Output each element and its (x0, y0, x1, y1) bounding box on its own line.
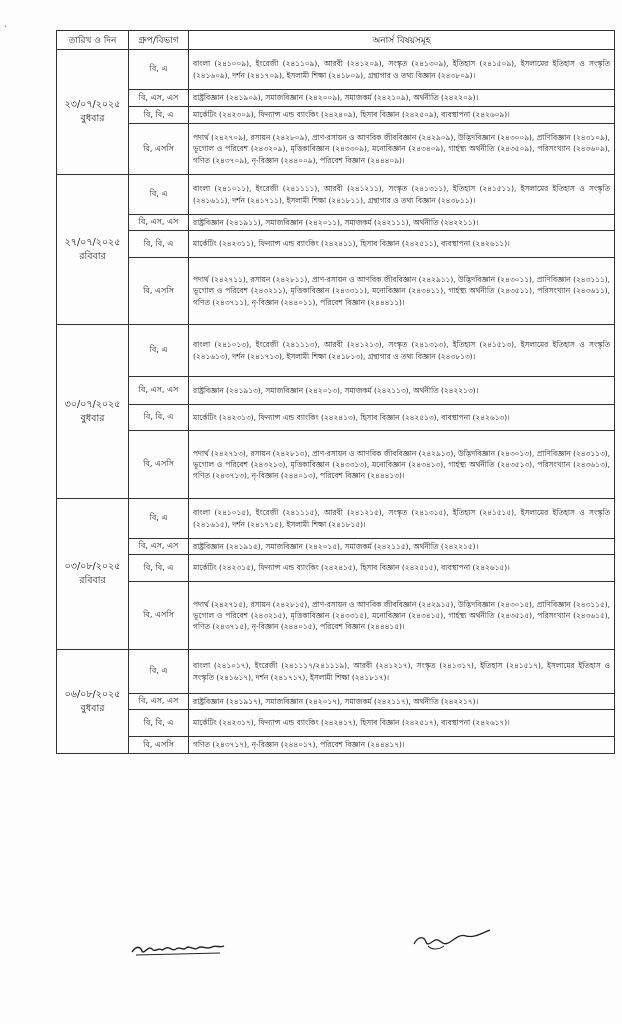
group-cell: বি, এ (129, 325, 189, 377)
header-group: গ্রুপ/বিভাগ (129, 31, 189, 50)
subjects-cell: মার্কেটিং (২৪২৩১১), ফিন্যান্স এন্ড ব্যাংকিং (২৪২৪১১), হিসাব বিজ্ঞান (২৪২৫১১), ব্যবস্থাপনা (২৪২৬১১)। (189, 231, 615, 258)
subjects-cell: বাংলা (২৪১০১১), ইংরেজী (২৪১১১১), আরবী (২৪১২১১), সংস্কৃত (২৪১৩১১), ইতিহাস (২৪১৫১১), ইসলামের ইতিহাস ও সংস্কৃতি (২৪১৬১১), দর্শন (২৪১৭১১), ইসলামী শিক্ষা (২৪১৮১১), গ্রন্থাগার ও তথ্য বিজ্ঞান (২৪৩৮১১)। (189, 175, 615, 215)
schedule-row (57, 582, 615, 650)
group-cell: বি, বি, এ (129, 555, 189, 582)
subjects-cell: মার্কেটিং (২৪২৩১৫), ফিন্যান্স এন্ড ব্যাংকিং (২৪২৪১৫), হিসাব বিজ্ঞান (২৪২৫১৫), ব্যবস্থাপনা (২৪২৬১৫)। (189, 555, 615, 582)
exam-date-cell (57, 325, 129, 499)
header-subjects: অনার্স বিষয়সমূহ (189, 31, 615, 50)
exam-date: ৩০/০৭/২০২৫ (64, 398, 121, 410)
group-cell: বি, এস, এস (129, 539, 189, 555)
signature-right (408, 926, 508, 956)
subjects-cell: রাষ্ট্রবিজ্ঞান (২৪১৯১৭), সমাজবিজ্ঞান (২৪২০১৭), সমাজকর্ম (২৪২১১৭), অর্থনীতি (২৪২২১৭)। (189, 694, 615, 710)
subjects-cell: পদার্থ (২৪২৭১৫), রসায়ন (২৪২৮১৫), প্রাণ-রসায়ন ও আণবিক জীববিজ্ঞান (২৪২৯১৫), উদ্ভিদবিজ্ঞান (২৪৩০১৫), প্রাণিবিজ্ঞান (২৪৩১১৫), ভূগোল ও পরিবেশ (২৪৩২১৫), মৃত্তিকাবিজ্ঞান (২৪৩৩১৫), মনোবিজ্ঞান (২৪৩৪১৫), গার্হস্থ্য অর্থনীতি (২৪৩৫১৫), পরিসংখ্যান (২৪৩৬১৫), গণিত (২৪৩৭১৫), নৃ-বিজ্ঞান (২৪৪০১৫), পরিবেশ বিজ্ঞান (২৪৪৪১৫)। (189, 582, 615, 650)
group-cell: বি, এসসি (129, 431, 189, 499)
schedule-row (57, 405, 615, 431)
exam-schedule-table (56, 30, 615, 754)
schedule-row (57, 258, 615, 325)
group-cell: বি, বি, এ (129, 710, 189, 737)
schedule-row (57, 325, 615, 377)
group-cell: বি, বি, এ (129, 107, 189, 124)
exam-weekday: বুধবার (80, 412, 105, 424)
subjects-cell: বাংলা (২৪১০১৩), ইংরেজী (২৪১১১৩), আরবী (২৪১২১৩), সংস্কৃত (২৪১৩১৩), ইতিহাস (২৪১৫১৩), ইসলামের ইতিহাস ও সংস্কৃতি (২৪১৬১৩), দর্শন (২৪১৭১৩), ইসলামী শিক্ষা (২৪১৮১৩), গ্রন্থাগার ও তথ্য বিজ্ঞান (২৪৩৮১৩)। (189, 325, 615, 377)
exam-date-cell (57, 499, 129, 650)
schedule-row (57, 231, 615, 258)
signature-left (128, 936, 238, 960)
scan-mark: · (4, 22, 8, 33)
schedule-row (57, 50, 615, 90)
subjects-cell: মার্কেটিং (২৪২৩১৩), ফিন্যান্স এন্ড ব্যাংকিং (২৪২৪১৩), হিসাব বিজ্ঞান (২৪২৫১৩), ব্যবস্থাপনা (২৪২৬১৩)। (189, 405, 615, 431)
group-cell: বি, বি, এ (129, 405, 189, 431)
group-cell: বি, এসসি (129, 737, 189, 754)
schedule-row (57, 431, 615, 499)
subjects-cell: বাংলা (২৪১০০৯), ইংরেজী (২৪১১০৯), আরবী (২৪১২০৯), সংস্কৃত (২৪১৩০৯), ইতিহাস (২৪১৫০৯), ইসলামের ইতিহাস ও সংস্কৃতি (২৪১৬০৯), দর্শন (২৪১৭০৯), ইসলামী শিক্ষা (২৪১৮০৯), গ্রন্থাগার ও তথ্য বিজ্ঞান (২৪৩৮০৯)। (189, 50, 615, 90)
exam-weekday: রবিবার (79, 250, 106, 262)
group-cell: বি, এ (129, 499, 189, 539)
schedule-row (57, 377, 615, 405)
exam-date-cell (57, 50, 129, 175)
exam-date-cell (57, 175, 129, 325)
subjects-cell: পদার্থ (২৪২৭১৩), রসায়ন (২৪২৮১৩), প্রাণ-রসায়ন ও আণবিক জীববিজ্ঞান (২৪২৯১৩), উদ্ভিদবিজ্ঞান (২৪৩০১৩), প্রাণিবিজ্ঞান (২৪৩১১৩), ভূগোল ও পরিবেশ (২৪৩২১৩), মৃত্তিকাবিজ্ঞান (২৪৩৩১৩), মনোবিজ্ঞান (২৪৩৪১৩), গার্হস্থ্য অর্থনীতি (২৪৩৫১৩), পরিসংখ্যান (২৪৩৬১৩), গণিত (২৪৩৭১৩), নৃ-বিজ্ঞান (২৪৪০১৩), পরিবেশ বিজ্ঞান (২৪৪৪১৩)। (189, 431, 615, 499)
group-cell: বি, এস, এস (129, 694, 189, 710)
schedule-row (57, 555, 615, 582)
subjects-cell: মার্কেটিং (২৪২৩১৭), ফিন্যান্স এন্ড ব্যাংকিং (২৪২৪১৭), হিসাব বিজ্ঞান (২৪২৫১৭), ব্যবস্থাপনা (২৪২৬১৭)। (189, 710, 615, 737)
subjects-cell: রাষ্ট্রবিজ্ঞান (২৪১৯০৯), সমাজবিজ্ঞান (২৪২০০৯), সমাজকর্ম (২৪২১০৯), অর্থনীতি (২৪২২০৯)। (189, 90, 615, 107)
group-cell: বি, এস, এস (129, 90, 189, 107)
schedule-row (57, 499, 615, 539)
group-cell: বি, এসসি (129, 582, 189, 650)
subjects-cell: গণিত (২৪৩৭১৭), নৃ-বিজ্ঞান (২৪৪০১৭), পরিবেশ বিজ্ঞান (২৪৪৪১৭)। (189, 737, 615, 754)
schedule-row (57, 710, 615, 737)
subjects-cell: পদার্থ (২৪২৭০৯), রসায়ন (২৪২৮০৯), প্রাণ-রসায়ন ও আণবিক জীববিজ্ঞান (২৪২৯০৯), উদ্ভিদবিজ্ঞান (২৪৩০০৯), প্রাণিবিজ্ঞান (২৪৩১০৯), ভূগোল ও পরিবেশ (২৪৩২০৯), মৃত্তিকাবিজ্ঞান (২৪৩৩০৯), মনোবিজ্ঞান (২৪৩৪০৯), গার্হস্থ্য অর্থনীতি (২৪৩৫০৯), পরিসংখ্যান (২৪৩৬০৯), গণিত (২৪৩৭০৯), নৃ-বিজ্ঞান (২৪৪০০৯), পরিবেশ বিজ্ঞান (২৪৪৪০৯)। (189, 124, 615, 175)
exam-weekday: বুধবার (80, 113, 105, 124)
subjects-cell: বাংলা (২৪১০১৫), ইংরেজী (২৪১১১৫), আরবী (২৪১২১৫), সংস্কৃত (২৪১৩১৫), ইতিহাস (২৪১৫১৫), ইসলামের ইতিহাস ও সংস্কৃতি (২৪১৬১৫), দর্শন (২৪১৭১৫), ইসলামী শিক্ষা (২৪১৮১৫)। (189, 499, 615, 539)
exam-date-cell (57, 650, 129, 754)
header-date: তারিখ ও দিন (57, 31, 129, 50)
schedule-row (57, 107, 615, 124)
schedule-row (57, 124, 615, 175)
table-header-row (57, 31, 615, 50)
schedule-row (57, 650, 615, 694)
group-cell: বি, এসসি (129, 124, 189, 175)
exam-weekday: বুধবার (80, 702, 105, 714)
group-cell: বি, এসসি (129, 258, 189, 325)
group-cell: বি, বি, এ (129, 231, 189, 258)
subjects-cell: রাষ্ট্রবিজ্ঞান (২৪১৯১৩), সমাজবিজ্ঞান (২৪২০১৩), সমাজকর্ম (২৪২১১৩), অর্থনীতি (২৪২২১৩)। (189, 377, 615, 405)
group-cell: বি, এ (129, 650, 189, 694)
exam-date: ২৭/০৭/২০২৫ (64, 236, 121, 248)
subjects-cell: রাষ্ট্রবিজ্ঞান (২৪১৯১১), সমাজবিজ্ঞান (২৪২০১১), সমাজকর্ম (২৪২১১১), অর্থনীতি (২৪২২১১)। (189, 215, 615, 231)
schedule-row (57, 539, 615, 555)
schedule-row (57, 90, 615, 107)
exam-date: ০৩/০৮/২০২৫ (64, 561, 121, 572)
exam-weekday: রবিবার (79, 575, 106, 586)
group-cell: বি, এস, এস (129, 377, 189, 405)
group-cell: বি, এ (129, 175, 189, 215)
schedule-body (57, 50, 615, 754)
schedule-row (57, 737, 615, 754)
subjects-cell: রাষ্ট্রবিজ্ঞান (২৪১৯১৫), সমাজবিজ্ঞান (২৪২০১৫), সমাজকর্ম (২৪২১১৫), অর্থনীতি (২৪২২১৫)। (189, 539, 615, 555)
group-cell: বি, এস, এস (129, 215, 189, 231)
schedule-row (57, 175, 615, 215)
schedule-row (57, 215, 615, 231)
exam-date: ২৩/০৭/২০২৫ (64, 99, 121, 110)
schedule-row (57, 694, 615, 710)
exam-date: ০৬/০৮/২০২৫ (64, 688, 121, 700)
subjects-cell: মার্কেটিং (২৪২৩০৯), ফিন্যান্স এন্ড ব্যাংকিং (২৪২৪০৯), হিসাব বিজ্ঞান (২৪২৫০৯), ব্যবস্থাপনা (২৪২৬০৯)। (189, 107, 615, 124)
group-cell: বি, এ (129, 50, 189, 90)
subjects-cell: পদার্থ (২৪২৭১১), রসায়ন (২৪২৮১১), প্রাণ-রসায়ন ও আণবিক জীববিজ্ঞান (২৪২৯১১), উদ্ভিদবিজ্ঞান (২৪৩০১১), প্রাণিবিজ্ঞান (২৪৩১১১), ভূগোল ও পরিবেশ (২৪৩২১১), মৃত্তিকাবিজ্ঞান (২৪৩৩১১), মনোবিজ্ঞান (২৪৩৪১১), গার্হস্থ্য অর্থনীতি (২৪৩৫১১), পরিসংখ্যান (২৪৩৬১১), গণিত (২৪৩৭১১), নৃ-বিজ্ঞান (২৪৪০১১), পরিবেশ বিজ্ঞান (২৪৪৪১১)। (189, 258, 615, 325)
subjects-cell: বাংলা (২৪১০১৭), ইংরেজী (২৪১১১৭/২৪১১১৯), আরবী (২৪১২১৭), সংস্কৃত (২৪১৩১৭), ইতিহাস (২৪১৫১৭), ইসলামের ইতিহাস ও সংস্কৃতি (২৪১৬১৭), দর্শন (২৪১৭১৭), ইসলামী শিক্ষা (২৪১৮১৭)। (189, 650, 615, 694)
